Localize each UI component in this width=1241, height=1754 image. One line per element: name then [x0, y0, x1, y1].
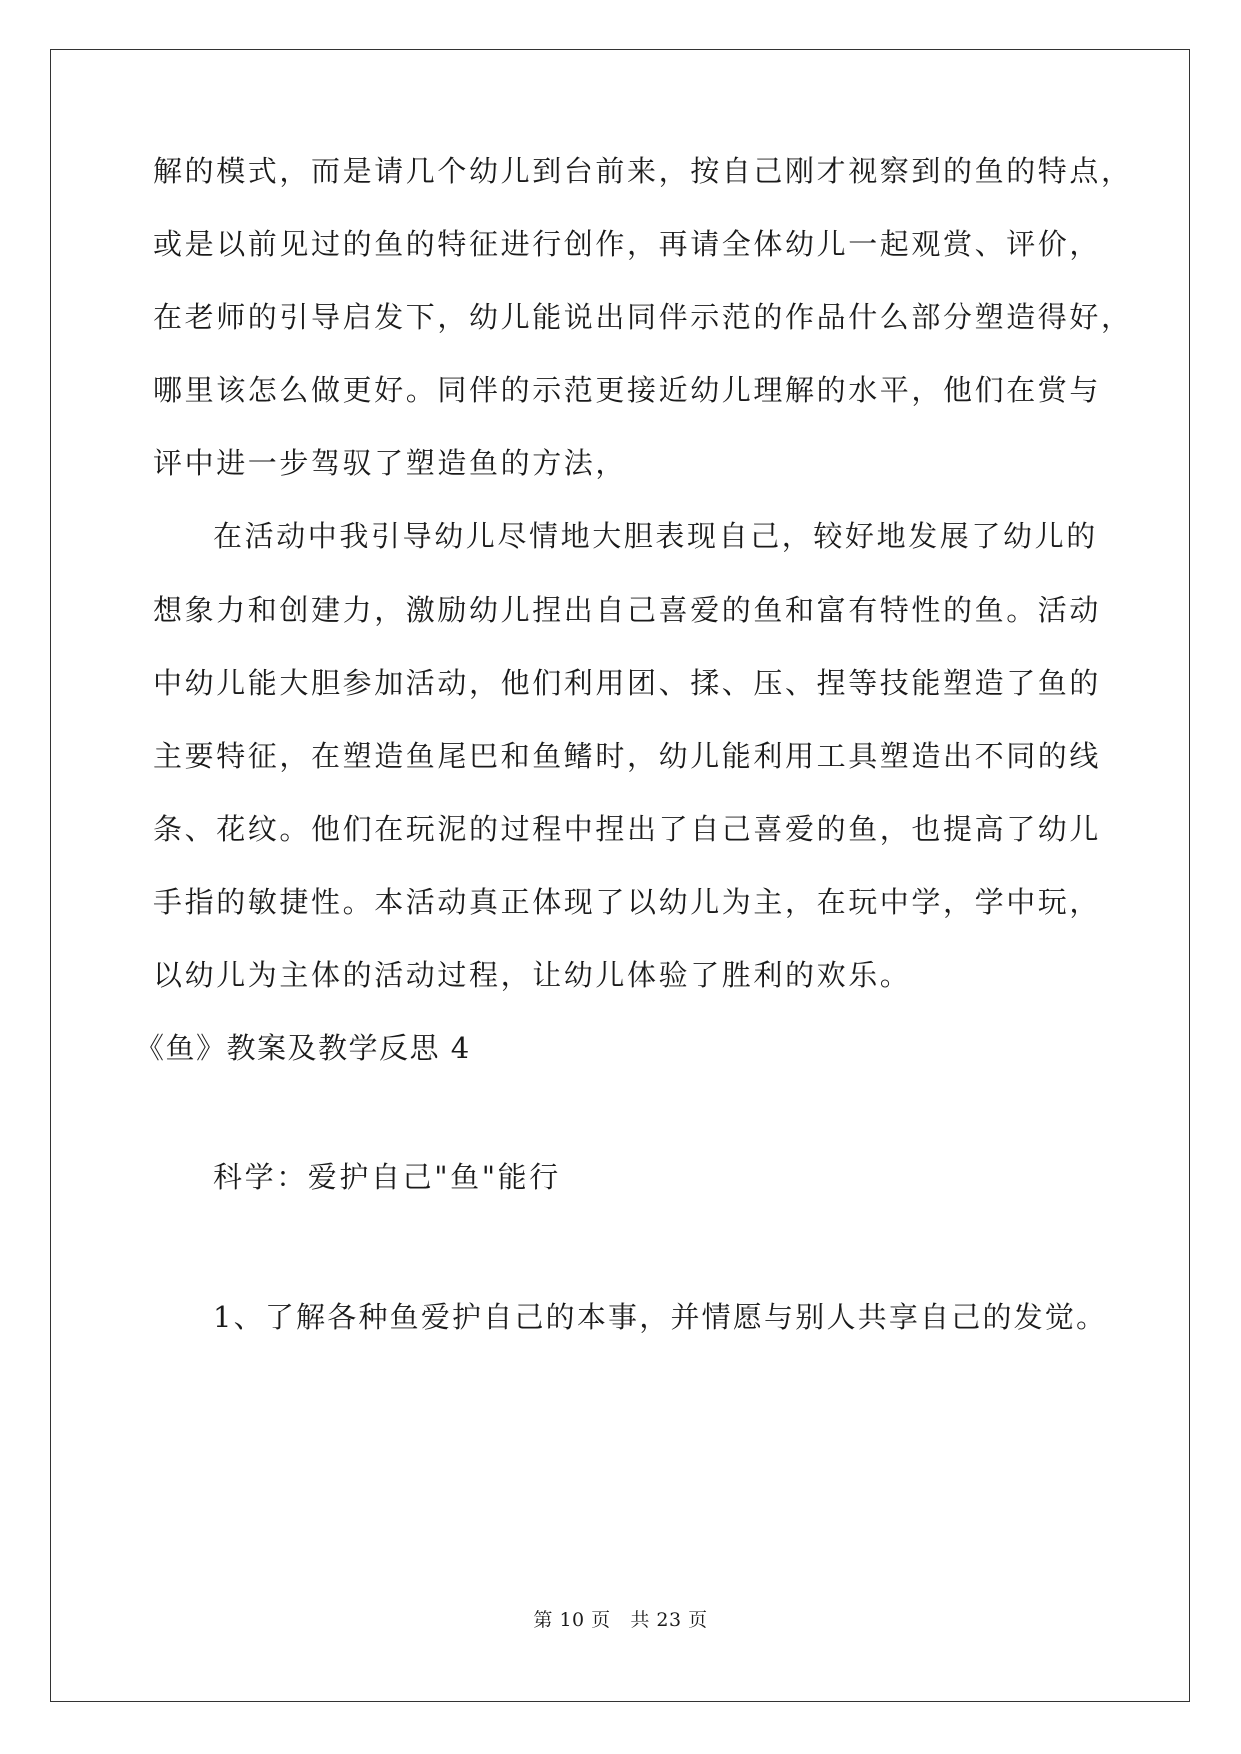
- paragraph-line: 主要特征，在塑造鱼尾巴和鱼鳍时，幼儿能利用工具塑造出不同的线: [153, 739, 1102, 773]
- page-number: 第 10 页: [533, 1609, 611, 1631]
- paragraph-line: 哪里该怎么做更好。同伴的示范更接近幼儿理解的水平，他们在赏与: [153, 373, 1102, 407]
- paragraph-line: 条、花纹。他们在玩泥的过程中捏出了自己喜爱的鱼，也提高了幼儿: [153, 812, 1102, 846]
- paragraph-line: 中幼儿能大胆参加活动，他们利用团、揉、压、捏等技能塑造了鱼的: [153, 666, 1102, 700]
- page-footer: [0, 1608, 1241, 1632]
- paragraph-line: 解的模式，而是请几个幼儿到台前来，按自己刚才视察到的鱼的特点，: [153, 154, 1133, 188]
- paragraph-line: 手指的敏捷性。本活动真正体现了以幼儿为主，在玩中学，学中玩，: [153, 885, 1102, 919]
- total-pages: 共 23 页: [630, 1609, 708, 1631]
- goal-line: 1、了解各种鱼爱护自己的本事，并情愿与别人共享自己的发觉。: [213, 1300, 1108, 1334]
- subject-line: 科学：爱护自己"鱼"能行: [213, 1160, 561, 1194]
- paragraph-line: 以幼儿为主体的活动过程，让幼儿体验了胜利的欢乐。: [153, 958, 912, 992]
- section-title: 《鱼》教案及教学反思 4: [135, 1031, 471, 1065]
- paragraph-line: 想象力和创建力，激励幼儿捏出自己喜爱的鱼和富有特性的鱼。活动: [153, 593, 1102, 627]
- paragraph-line: 评中进一步驾驭了塑造鱼的方法，: [153, 446, 628, 480]
- paragraph-line: 在活动中我引导幼儿尽情地大胆表现自己，较好地发展了幼儿的: [213, 519, 1098, 553]
- paragraph-line: 或是以前见过的鱼的特征进行创作，再请全体幼儿一起观赏、评价，: [153, 227, 1102, 261]
- paragraph-line: 在老师的引导启发下，幼儿能说出同伴示范的作品什么部分塑造得好，: [153, 300, 1133, 334]
